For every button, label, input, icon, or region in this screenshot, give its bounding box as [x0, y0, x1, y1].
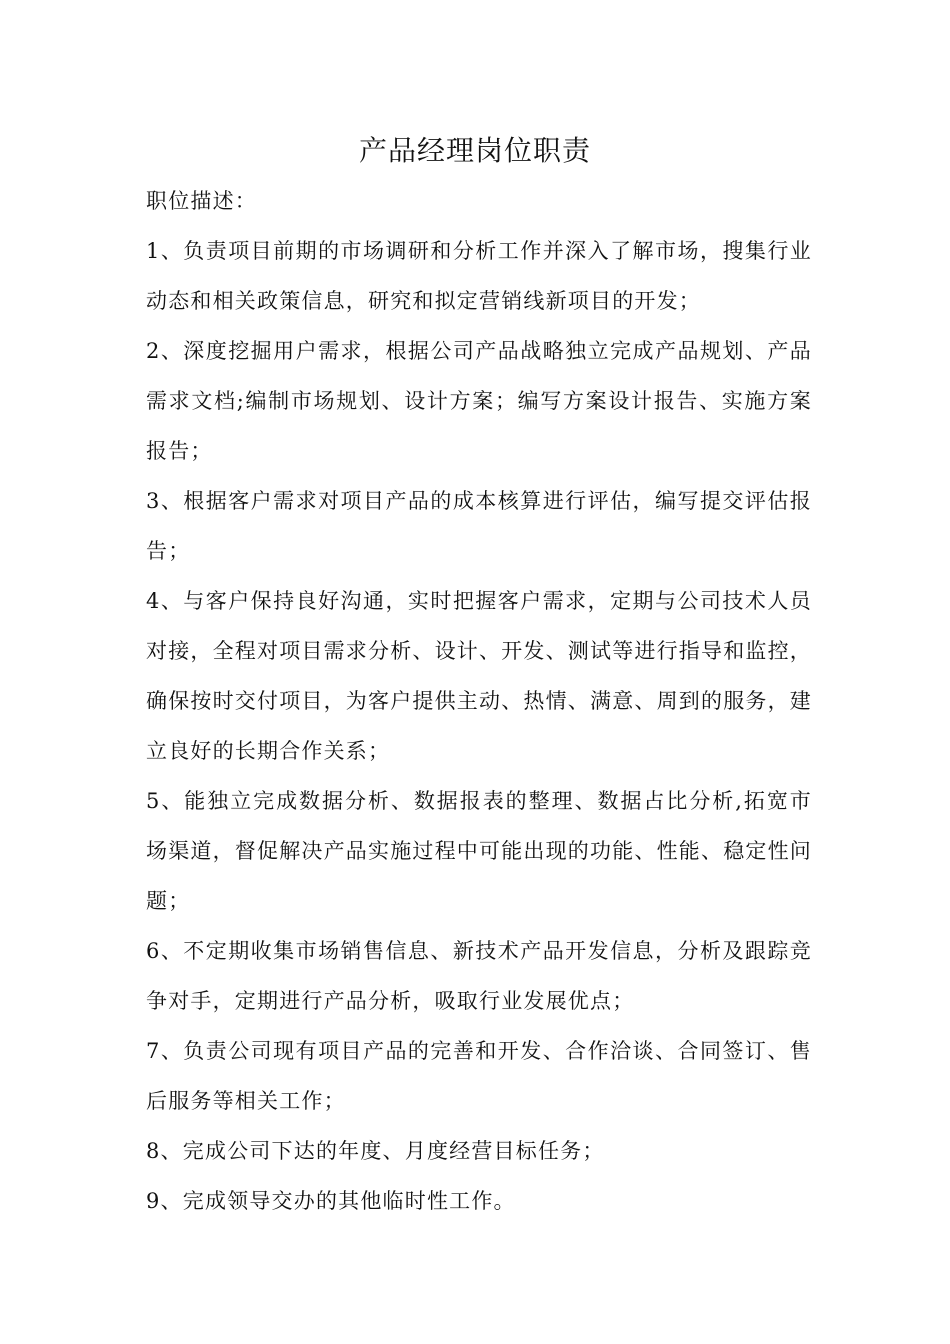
document-body	[146, 176, 812, 1226]
duty-item-1: 1、负责项目前期的市场调研和分析工作并深入了解市场，搜集行业动态和相关政策信息，研究和拟定营销线新项目的开发；	[146, 239, 812, 313]
document-title: 产品经理岗位职责	[358, 134, 591, 167]
duty-item-6: 6、不定期收集市场销售信息、新技术产品开发信息，分析及跟踪竞争对手，定期进行产品分析，吸取行业发展优点；	[146, 939, 812, 1013]
duty-item-3: 3、根据客户需求对项目产品的成本核算进行评估，编写提交评估报告；	[146, 489, 812, 563]
intro-line: 职位描述：	[146, 189, 257, 213]
duty-item-5: 5、能独立完成数据分析、数据报表的整理、数据占比分析,拓宽市场渠道，督促解决产品实施过程中可能出现的功能、性能、稳定性问题；	[146, 789, 812, 913]
duty-item-7: 7、负责公司现有项目产品的完善和开发、合作洽谈、合同签订、售后服务等相关工作；	[146, 1039, 812, 1113]
duty-item-9: 9、完成领导交办的其他临时性工作。	[146, 1189, 516, 1213]
duty-item-4: 4、与客户保持良好沟通，实时把握客户需求，定期与公司技术人员对接，全程对项目需求分析、设计、开发、测试等进行指导和监控，确保按时交付项目，为客户提供主动、热情、满意、周到的服务，建立良好的长期合作关系；	[146, 589, 812, 763]
duty-item-8: 8、完成公司下达的年度、月度经营目标任务；	[146, 1139, 605, 1163]
duty-item-2: 2、深度挖掘用户需求，根据公司产品战略独立完成产品规划、产品需求文档;编制市场规划、设计方案；编写方案设计报告、实施方案报告；	[146, 339, 812, 463]
